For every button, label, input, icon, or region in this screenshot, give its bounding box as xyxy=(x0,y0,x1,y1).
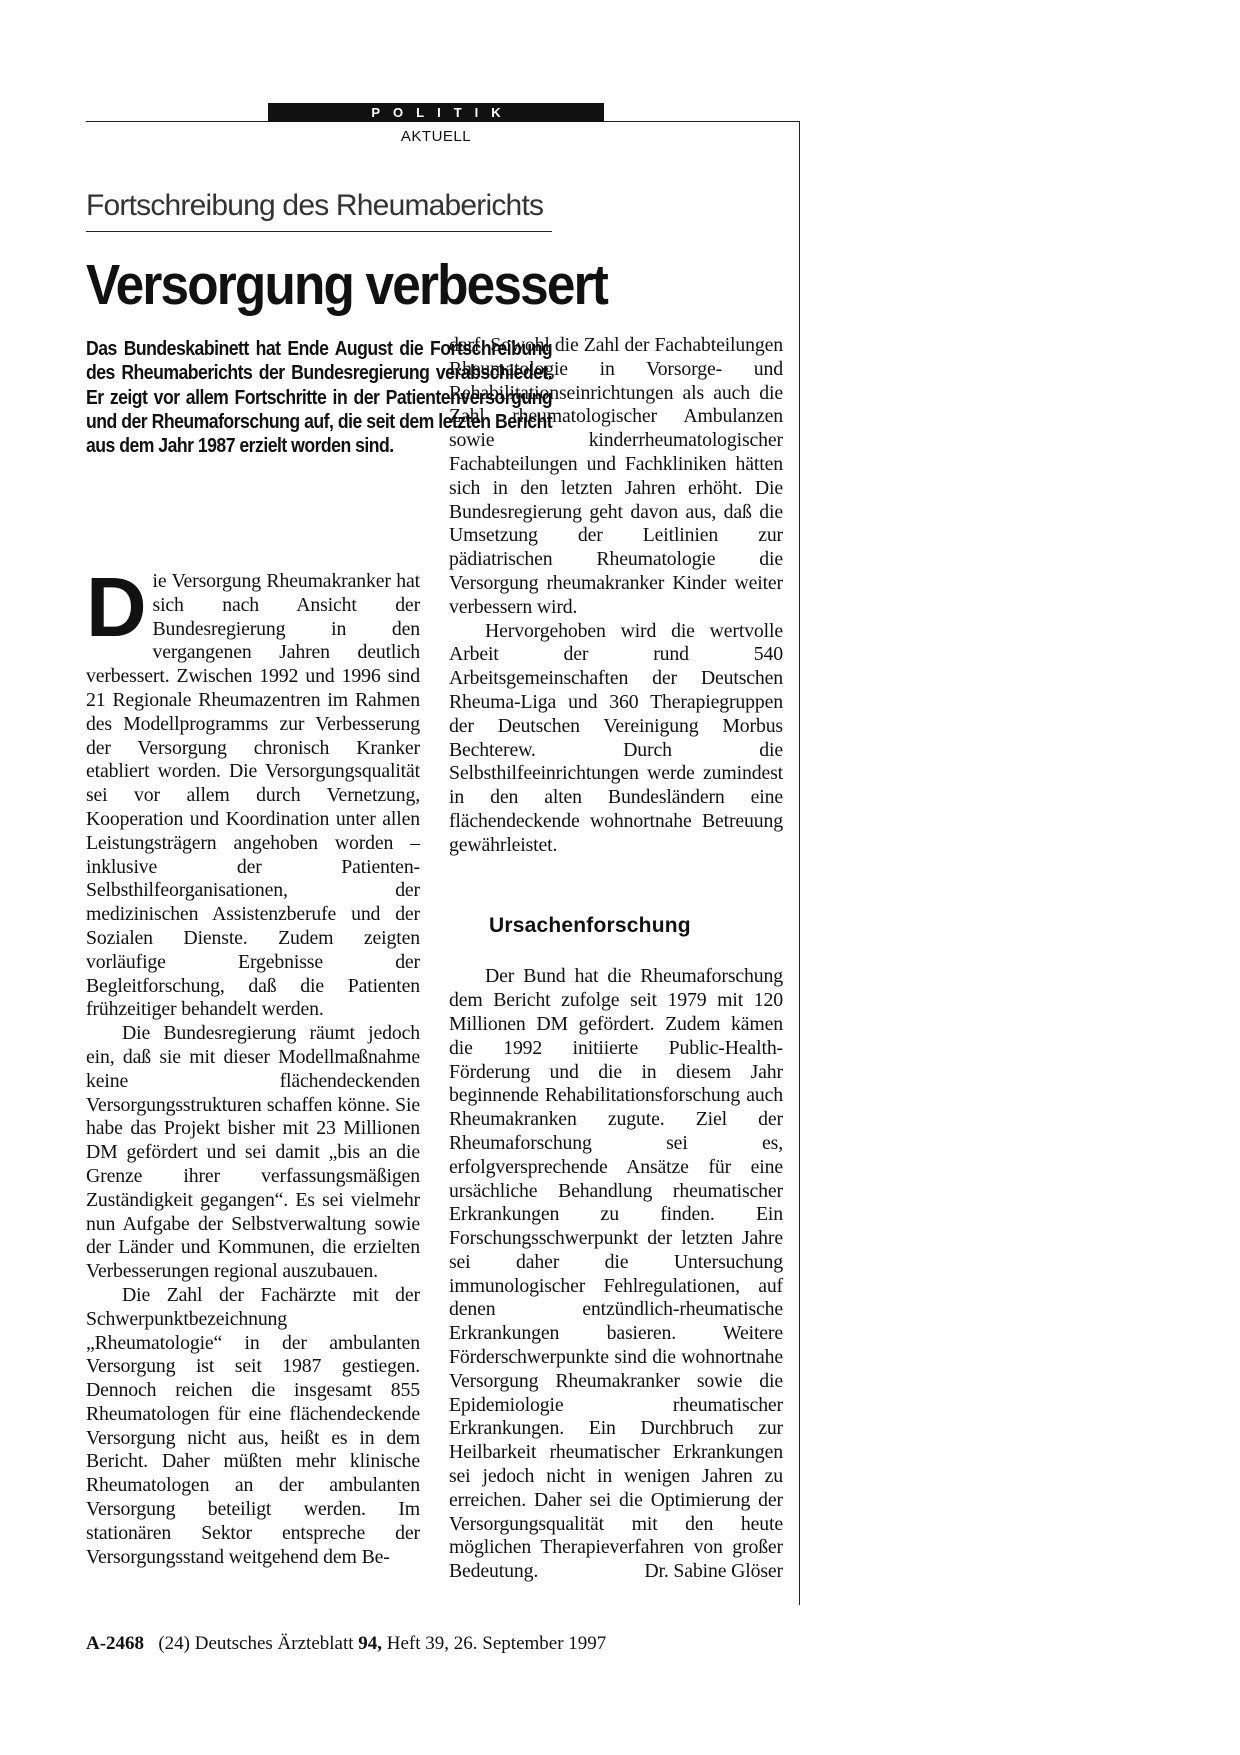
issue-date: Heft 39, 26. September 1997 xyxy=(386,1633,607,1654)
lead-text: Das Bundeskabinett hat Ende August die Fortschreibung des Rheumaberichts der Bundesregierung verabschiedet. Er zeigt vor allem Fortschritte in der Patientenversorgung und der Rheumaforschung auf, die seit dem letzten Bericht aus dem Jahr 1987 erzielt worden sind. xyxy=(86,337,553,458)
paragraph-text: Der Bund hat die Rheumaforschung dem Bericht zufolge seit 1979 mit 120 Millionen DM gefördert. Zudem kämen die 1992 initiierte Public-Health-Förderung und die in diesem Jahr beginnende Rehabilitationsforschung auch Rheumakranken zugute. Ziel der Rheumaforschung sei es, erfolgversprechende Ansätze für eine ursächliche Behandlung rheumatischer Erkrankungen zu finden. Ein Forschungsschwerpunkt der letzten Jahre sei daher die Untersuchung immunologischer Fehlregulationen, auf denen entzündlich-rheumatische Erkrankungen basieren. Weitere Förderschwerpunkte sind die wohnortnahe Versorgung Rheumakranker sowie die Epidemiologie rheumatischer Erkrankungen. Ein Durchbruch zur Heilbarkeit rheumatischer Erkrankungen sei jedoch nicht in wenigen Jahren zu erreichen. Daher sei die Optimierung der Versorgungsqualität mit den heute möglichen Therapieverfahren von großer Bedeutung. xyxy=(449,965,783,1583)
body-paragraph: Die Bundesregierung räumt jedoch ein, daß sie mit dieser Modellmaßnahme keine flächendeckenden Versorgungsstrukturen schaffen könne. Sie habe das Projekt bisher mit 23 Millionen DM gefördert und sei damit „bis an die Grenze ihrer verfassungsmäßigen Zuständigkeit gegangen“. Es sei vielmehr nun Aufgabe der Selbstverwaltung sowie der Länder und Kommunen, die erzielten Verbesserungen regional auszubauen. xyxy=(86,1022,420,1283)
page-footer xyxy=(86,1633,606,1655)
article-column-left xyxy=(86,560,420,1569)
article-column-right xyxy=(449,334,783,1584)
page-in-issue: (24) xyxy=(158,1633,190,1654)
journal-volume: 94, xyxy=(358,1633,383,1654)
subsection-label: AKTUELL xyxy=(400,128,472,145)
author-name: Dr. Sabine Glöser xyxy=(644,1560,783,1583)
journal-name: Deutsches Ärzteblatt xyxy=(194,1633,354,1654)
body-paragraph xyxy=(86,560,420,1022)
body-paragraph xyxy=(449,965,783,1584)
section-label: POLITIK xyxy=(268,103,604,122)
article-lead xyxy=(86,337,553,458)
article-kicker: Fortschreibung des Rheumaberichts xyxy=(86,188,552,232)
section-subhead: Ursachenforschung xyxy=(489,913,691,937)
article-headline: Versorgung verbessert xyxy=(86,253,608,317)
body-paragraph: darf. Sowohl die Zahl der Fachabteilungen Rheumatologie in Vorsorge- und Rehabilitationseinrichtungen als auch die Zahl rheumatologischer Ambulanzen sowie kinderrheumatologischer Fachabteilungen und Fachkliniken hätten sich in den letzten Jahren erhöht. Die Bundesregierung geht davon aus, daß die Umsetzung der Leitlinien zur pädiatrischen Rheumatologie die Versorgung rheumakranker Kinder weiter verbessern wird. xyxy=(449,334,783,618)
dropcap: D xyxy=(86,560,147,654)
paragraph-text: ie Versorgung Rheumakranker hat sich nach Ansicht der Bundesregierung in den vergangenen Jahren deutlich verbessert. Zwischen 1992 und 1996 sind 21 Regionale Rheumazentren im Rahmen des Modellprogramms zur Verbesserung der Versorgung chronisch Kranker etabliert worden. Die Versorgungsqualität sei vor allem durch Vernetzung, Kooperation und Koordination unter allen Leistungsträgern angehoben worden – inklusive der Patienten-Selbsthilfeorganisationen, der medizinischen Assistenzberufe und der Sozialen Dienste. Zudem zeigten vorläufige Ergebnisse der Begleitforschung, daß die Patienten frühzeitiger behandelt werden. xyxy=(86,570,420,1021)
page-number: A-2468 xyxy=(86,1633,145,1654)
body-paragraph: Die Zahl der Fachärzte mit der Schwerpunktbezeichnung „Rheumatologie“ in der ambulanten Versorgung ist seit 1987 gestiegen. Dennoch reichen die insgesamt 855 Rheumatologen für eine flächendeckende Versorgung nicht aus, heißt es in dem Bericht. Daher müßten mehr klinische Rheumatologen an der ambulanten Versorgung beteiligt werden. Im stationären Sektor entspreche der Versorgungsstand weitgehend dem Be- xyxy=(86,1283,420,1568)
body-paragraph: Hervorgehoben wird die wertvolle Arbeit der rund 540 Arbeitsgemeinschaften der Deutschen Rheuma-Liga und 360 Therapiegruppen der Deutschen Vereinigung Morbus Bechterew. Durch die Selbsthilfeeinrichtungen werde zumindest in den alten Bundesländern eine flächendeckende wohnortnahe Betreuung gewährleistet. xyxy=(449,619,783,856)
column-rule-right xyxy=(799,121,800,1605)
